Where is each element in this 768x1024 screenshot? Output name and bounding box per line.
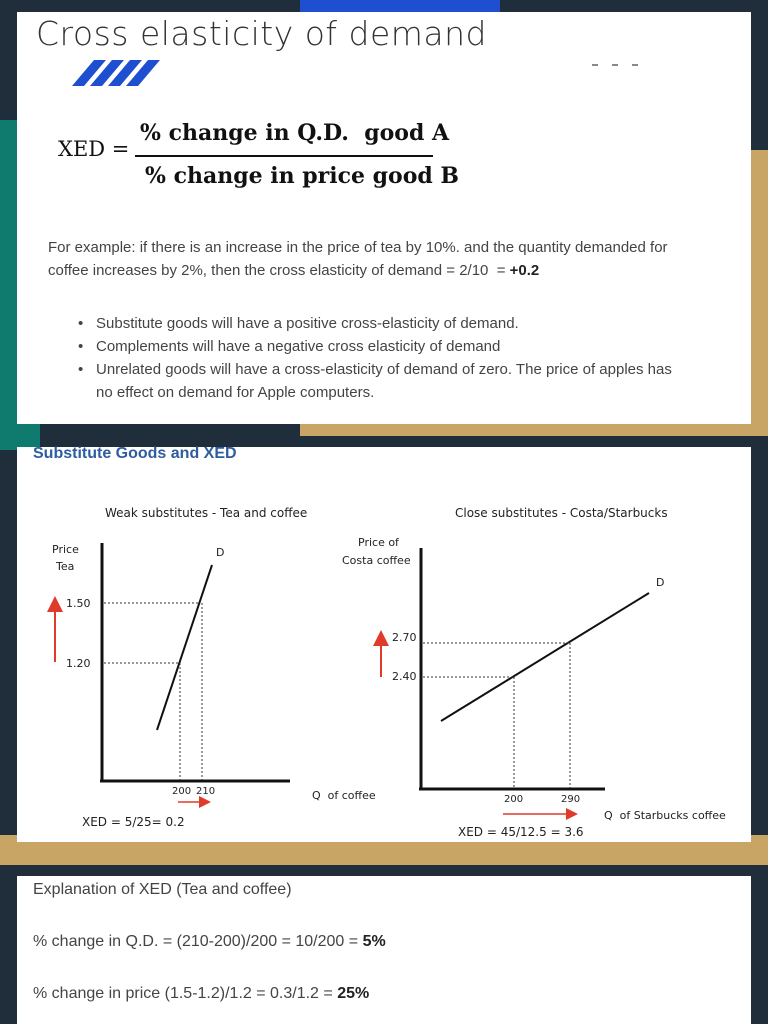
chart1-price-low: 1.20 bbox=[66, 657, 91, 670]
chart2-xed: XED = 45/12.5 = 3.6 bbox=[458, 825, 584, 839]
formula-numerator: % change in Q.D. good A bbox=[140, 120, 450, 146]
chart2-ylabel-line1: Price of bbox=[358, 536, 399, 549]
qd-change-result: 5% bbox=[362, 933, 386, 950]
bg-tan-band-mid bbox=[300, 422, 768, 436]
formula-lhs: XED = bbox=[58, 137, 130, 161]
qd-change-line bbox=[33, 933, 386, 951]
chart2-price-high: 2.70 bbox=[392, 631, 417, 644]
formula-denominator: % change in price good B bbox=[145, 163, 460, 189]
chart1-curve-label: D bbox=[216, 546, 225, 559]
explanation-heading: Explanation of XED (Tea and coffee) bbox=[33, 881, 292, 898]
chart1-ylabel-line2: Tea bbox=[56, 560, 75, 573]
price-change-text: % change in price (1.5-1.2)/1.2 = 0.3/1.2 = bbox=[33, 985, 338, 1002]
chart1-xlabel: Q of coffee bbox=[312, 789, 376, 802]
chart1-xed: XED = 5/25= 0.2 bbox=[82, 815, 185, 829]
formula-fraction-line bbox=[135, 155, 433, 157]
chart2-curve-label: D bbox=[656, 576, 665, 589]
example-line-2 bbox=[48, 259, 748, 282]
bullet-item: • Complements will have a negative cross elasticity of demand bbox=[78, 338, 501, 355]
example-text bbox=[48, 236, 748, 282]
bullet-item: • Substitute goods will have a positive cross-elasticity of demand. bbox=[78, 315, 519, 332]
bullet-text: Complements will have a negative cross elasticity of demand bbox=[96, 338, 501, 355]
chart2-q-200: 200 bbox=[504, 794, 524, 805]
chart2-xlabel: Q of Starbucks coffee bbox=[604, 809, 726, 822]
chart1-q-210: 210 bbox=[196, 786, 216, 797]
chart2-title: Close substitutes - Costa/Starbucks bbox=[455, 506, 668, 520]
price-change-result: 25% bbox=[337, 985, 370, 1002]
page-title: Cross elasticity of demand bbox=[36, 14, 487, 53]
chart1-ylabel-line1: Price bbox=[52, 543, 79, 556]
example-line-1: For example: if there is an increase in the price of tea by 10%. and the quantity demanded for bbox=[48, 239, 668, 256]
dots-decoration bbox=[592, 60, 652, 70]
qd-change-text: % change in Q.D. = (210-200)/200 = 10/200 = bbox=[33, 933, 363, 950]
price-change-line bbox=[33, 985, 369, 1003]
charts-card bbox=[17, 447, 751, 842]
chart1-q-200: 200 bbox=[172, 786, 192, 797]
section-title: Substitute Goods and XED bbox=[33, 445, 237, 462]
bullet-continuation: no effect on demand for Apple computers. bbox=[96, 384, 375, 401]
chart2-ylabel-line2: Costa coffee bbox=[342, 554, 411, 567]
chart2-q-290: 290 bbox=[561, 794, 581, 805]
stripe-decoration bbox=[72, 60, 192, 100]
chart1-title: Weak substitutes - Tea and coffee bbox=[105, 506, 308, 520]
bullet-item: • Unrelated goods will have a cross-elasticity of demand of zero. The price of apples has bbox=[78, 361, 672, 378]
example-result: +0.2 bbox=[509, 262, 540, 279]
bullet-text: Unrelated goods will have a cross-elasticity of demand of zero. The price of apples has bbox=[96, 361, 672, 378]
bullet-text: Substitute goods will have a positive cross-elasticity of demand. bbox=[96, 315, 519, 332]
example-line-2-text: coffee increases by 2%, then the cross elasticity of demand = 2/10 = bbox=[48, 262, 510, 279]
chart1-price-high: 1.50 bbox=[66, 597, 91, 610]
chart2-price-low: 2.40 bbox=[392, 670, 417, 683]
